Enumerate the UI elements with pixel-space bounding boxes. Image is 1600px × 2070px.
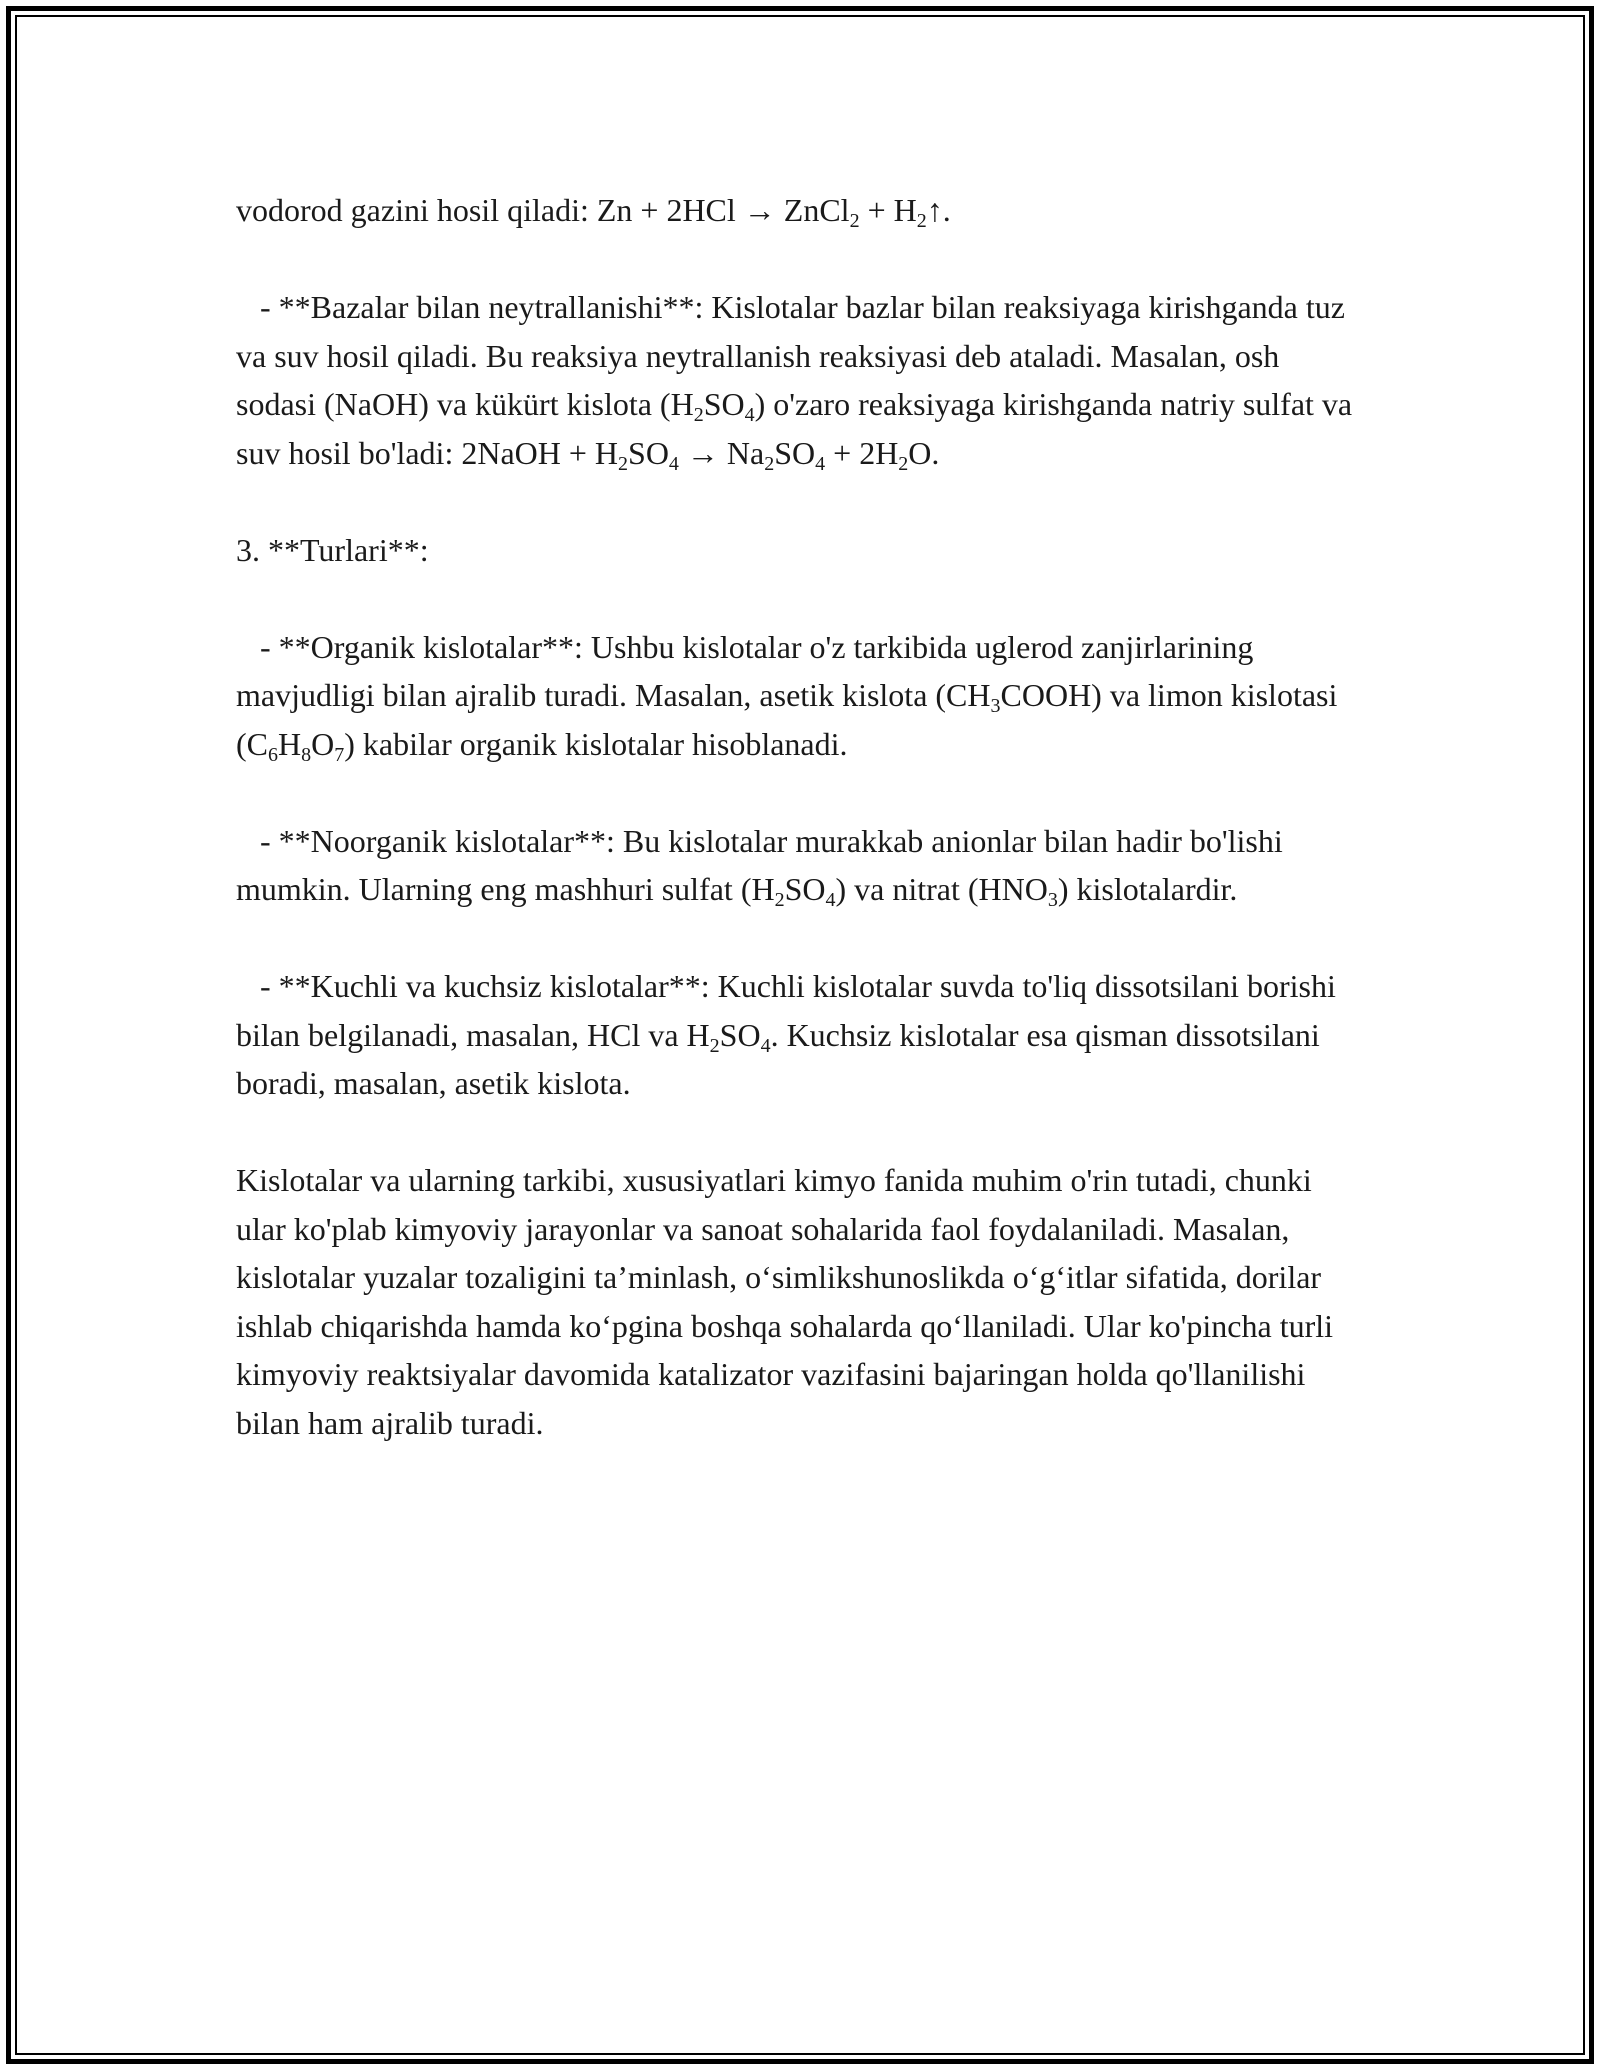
document-body: [236, 186, 1366, 1447]
paragraph-strong-weak-acids: - **Kuchli va kuchsiz kislotalar**: Kuchli kislotalar suvda to'liq dissotsilani borishi bilan belgilanadi, masalan, HCl va $H_2SO_4$. Kuchsiz kislotalar esa qisman dissotsilani boradi, masalan, asetik kislota.: [236, 968, 1336, 1101]
paragraph-conclusion: Kislotalar va ularning tarkibi, xususiyatlari kimyo fanida muhim o'rin tutadi, chunki ular ko'plab kimyoviy jarayonlar va sanoat sohalarida faol foydalaniladi. Masalan, kislotalar yuzalar tozaligini ta’minlash, o‘simlikshunoslikda o‘g‘itlar sifatida, dorilar ishlab chiqarishda hamda ko‘pgina boshqa sohalarda qo‘llaniladi. Ular ko'pincha turli kimyoviy reaktsiyalar davomida katalizator vazifasini bajaringan holda qo'llanilishi bilan ham ajralib turadi.: [236, 1162, 1334, 1441]
paragraph-zinc-reaction: vodorod gazini hosil qiladi: Zn + 2HCl → ZnCl$_2$ + $H_2↑$.: [236, 192, 951, 232]
paragraph-neutralization: - **Bazalar bilan neytrallanishi**: Kislotalar bazlar bilan reaksiyaga kirishganda tuz va suv hosil qiladi. Bu reaksiya neytrallanish reaksiyasi deb ataladi. Masalan, osh sodasi (NaOH) va kükürt kislota $(H_2SO_4)$ o'zaro reaksiyaga kirishganda natriy sulfat va suv hosil bo'ladi: 2NaOH + $H_2SO_4 \to Na_2SO_4 + 2H_2O$.: [236, 289, 1353, 475]
paragraph-inorganic-acids: - **Noorganik kislotalar**: Bu kislotalar murakkab anionlar bilan hadir bo'lishi mumkin. Ularning eng mashhuri sulfat $(H_2SO_4)$ va nitrat $(HNO_3)$ kislotalardir.: [236, 822, 1283, 911]
paragraph-organic-acids: - **Organik kislotalar**: Ushbu kislotalar o'z tarkibida uglerod zanjirlarining mavjudligi bilan ajralib turadi. Masalan, asetik kislota $(CH_3COOH)$ va limon kislotasi $(C_6H_8O_7)$ kabilar organik kislotalar hisoblanadi.: [236, 628, 1338, 766]
section-heading-turlari: 3. **Turlari**:: [236, 531, 429, 568]
